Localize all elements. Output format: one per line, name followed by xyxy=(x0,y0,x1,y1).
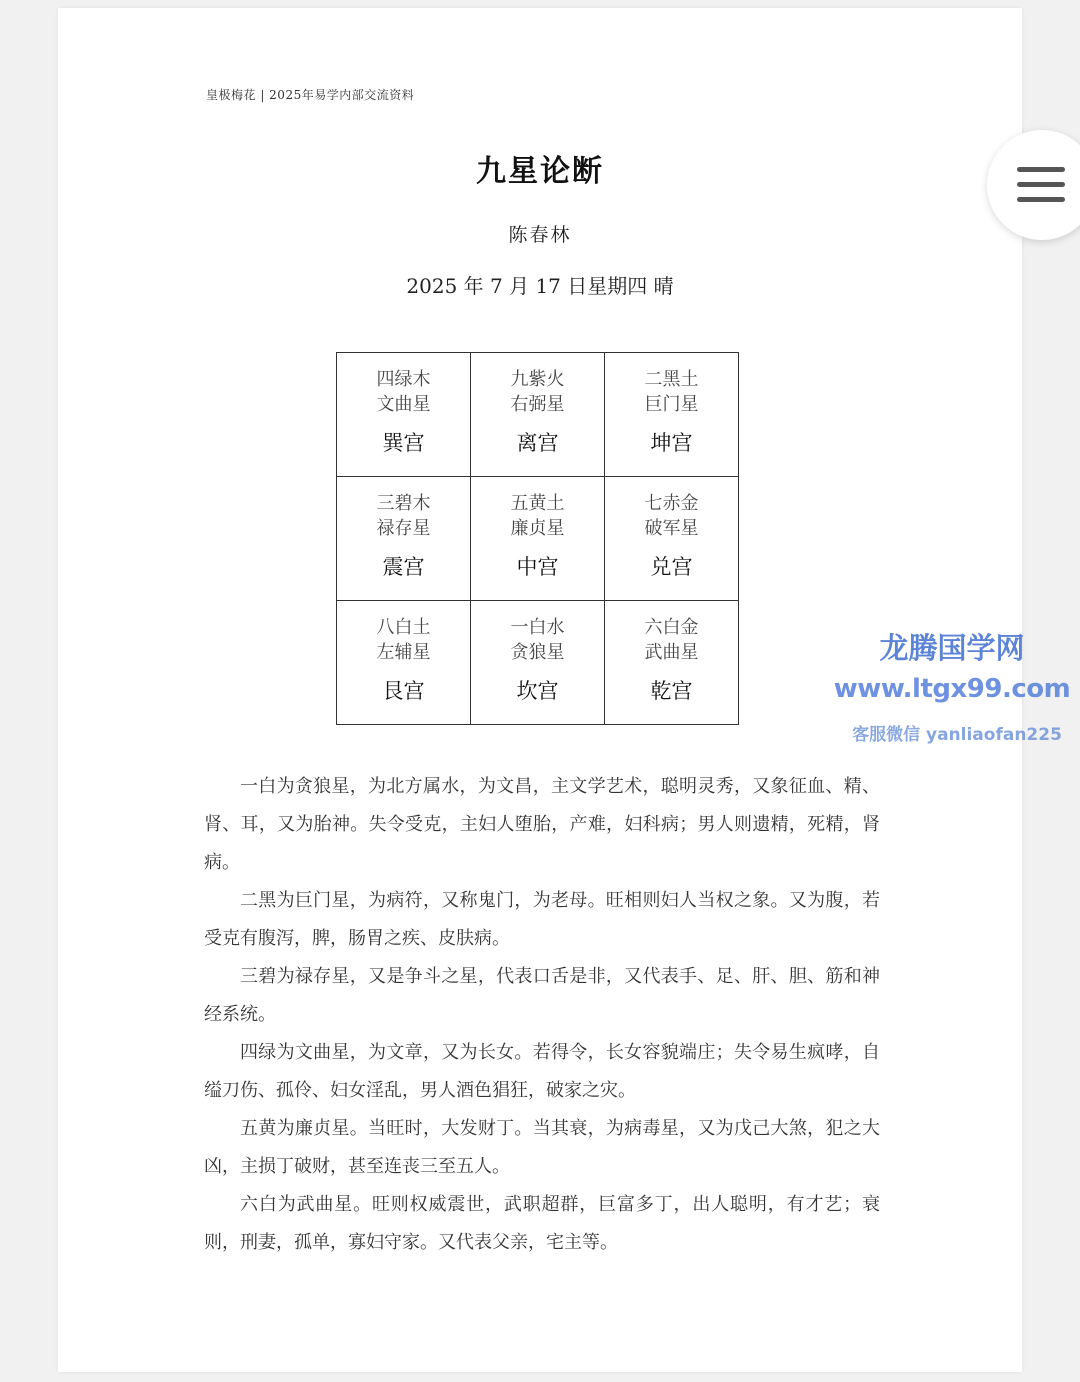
star-element: 三碧木 xyxy=(376,493,431,514)
paragraph: 六白为武曲星。旺则权威震世，武职超群，巨富多丁，出人聪明，有才艺；衰则，刑妻，孤单，寡妇守家。又代表父亲，宅主等。 xyxy=(204,1194,880,1253)
palace-cell-xun xyxy=(337,353,471,477)
palace-name: 巽宫 xyxy=(382,431,425,455)
palace-cell-zhong xyxy=(471,477,605,601)
watermark-site-name: 龙腾国学网 xyxy=(879,631,1025,665)
nine-palace-grid xyxy=(336,352,739,725)
paragraph: 二黑为巨门星，为病符，又称鬼门，为老母。旺相则妇人当权之象。又为腹，若受克有腹泻，脾，肠胃之疾、皮肤病。 xyxy=(204,890,880,949)
palace-cell-gen xyxy=(337,601,471,725)
star-name: 武曲星 xyxy=(644,642,699,663)
date-line: 2025 年 7 月 17 日星期四 晴 xyxy=(406,274,674,298)
palace-cell-qian xyxy=(605,601,739,725)
star-name: 右弼星 xyxy=(510,394,565,415)
paragraph: 一白为贪狼星，为北方属水，为文昌，主文学艺术，聪明灵秀，又象征血、精、肾、耳，又为胎神。失令受克，主妇人堕胎，产难，妇科病；男人则遗精，死精，肾病。 xyxy=(204,776,880,873)
palace-cell-kun xyxy=(605,353,739,477)
palace-name: 坤宫 xyxy=(650,431,693,455)
star-element: 八白土 xyxy=(376,617,431,638)
star-element: 四绿木 xyxy=(376,369,431,390)
star-element: 七赤金 xyxy=(644,493,699,514)
palace-cell-li xyxy=(471,353,605,477)
star-name: 禄存星 xyxy=(376,518,431,539)
star-element: 二黑土 xyxy=(644,369,699,390)
palace-name: 艮宫 xyxy=(382,679,425,703)
palace-cell-zhen xyxy=(337,477,471,601)
running-header: 皇极梅花 | 2025年易学内部交流资料 xyxy=(206,88,415,102)
star-element: 一白水 xyxy=(510,617,565,638)
palace-name: 乾宫 xyxy=(650,679,693,703)
star-element: 九紫火 xyxy=(510,369,565,390)
palace-name: 中宫 xyxy=(516,555,559,579)
grid-row xyxy=(337,353,739,477)
star-element: 五黄土 xyxy=(510,493,565,514)
star-name: 左辅星 xyxy=(376,642,431,663)
star-name: 廉贞星 xyxy=(510,518,565,539)
palace-name: 坎宫 xyxy=(516,679,559,703)
palace-name: 离宫 xyxy=(516,431,559,455)
grid-row xyxy=(337,477,739,601)
author: 陈春林 xyxy=(508,224,572,246)
palace-name: 兑宫 xyxy=(650,555,693,579)
paragraph: 三碧为禄存星，又是争斗之星，代表口舌是非，又代表手、足、肝、胆、筋和神经系统。 xyxy=(204,966,880,1025)
star-name: 贪狼星 xyxy=(510,642,565,663)
page-title: 九星论断 xyxy=(476,154,604,189)
watermark-contact: 客服微信 yanliaofan225 xyxy=(852,725,1062,745)
palace-cell-kan xyxy=(471,601,605,725)
star-name: 破军星 xyxy=(644,518,699,539)
body-text xyxy=(204,768,880,1262)
palace-cell-dui xyxy=(605,477,739,601)
star-name: 文曲星 xyxy=(376,394,431,415)
grid-row xyxy=(337,601,739,725)
star-name: 巨门星 xyxy=(644,394,699,415)
paragraph: 五黄为廉贞星。当旺时，大发财丁。当其衰，为病毒星，又为戊己大煞，犯之大凶，主损丁破财，甚至连丧三至五人。 xyxy=(204,1118,880,1177)
paragraph: 四绿为文曲星，为文章，又为长女。若得令，长女容貌端庄；失令易生疯哮，自缢刀伤、孤伶、妇女淫乱，男人酒色猖狂，破家之灾。 xyxy=(204,1042,880,1101)
star-element: 六白金 xyxy=(644,617,699,638)
watermark-url: www.ltgx99.com xyxy=(833,674,1071,704)
palace-name: 震宫 xyxy=(382,555,425,579)
